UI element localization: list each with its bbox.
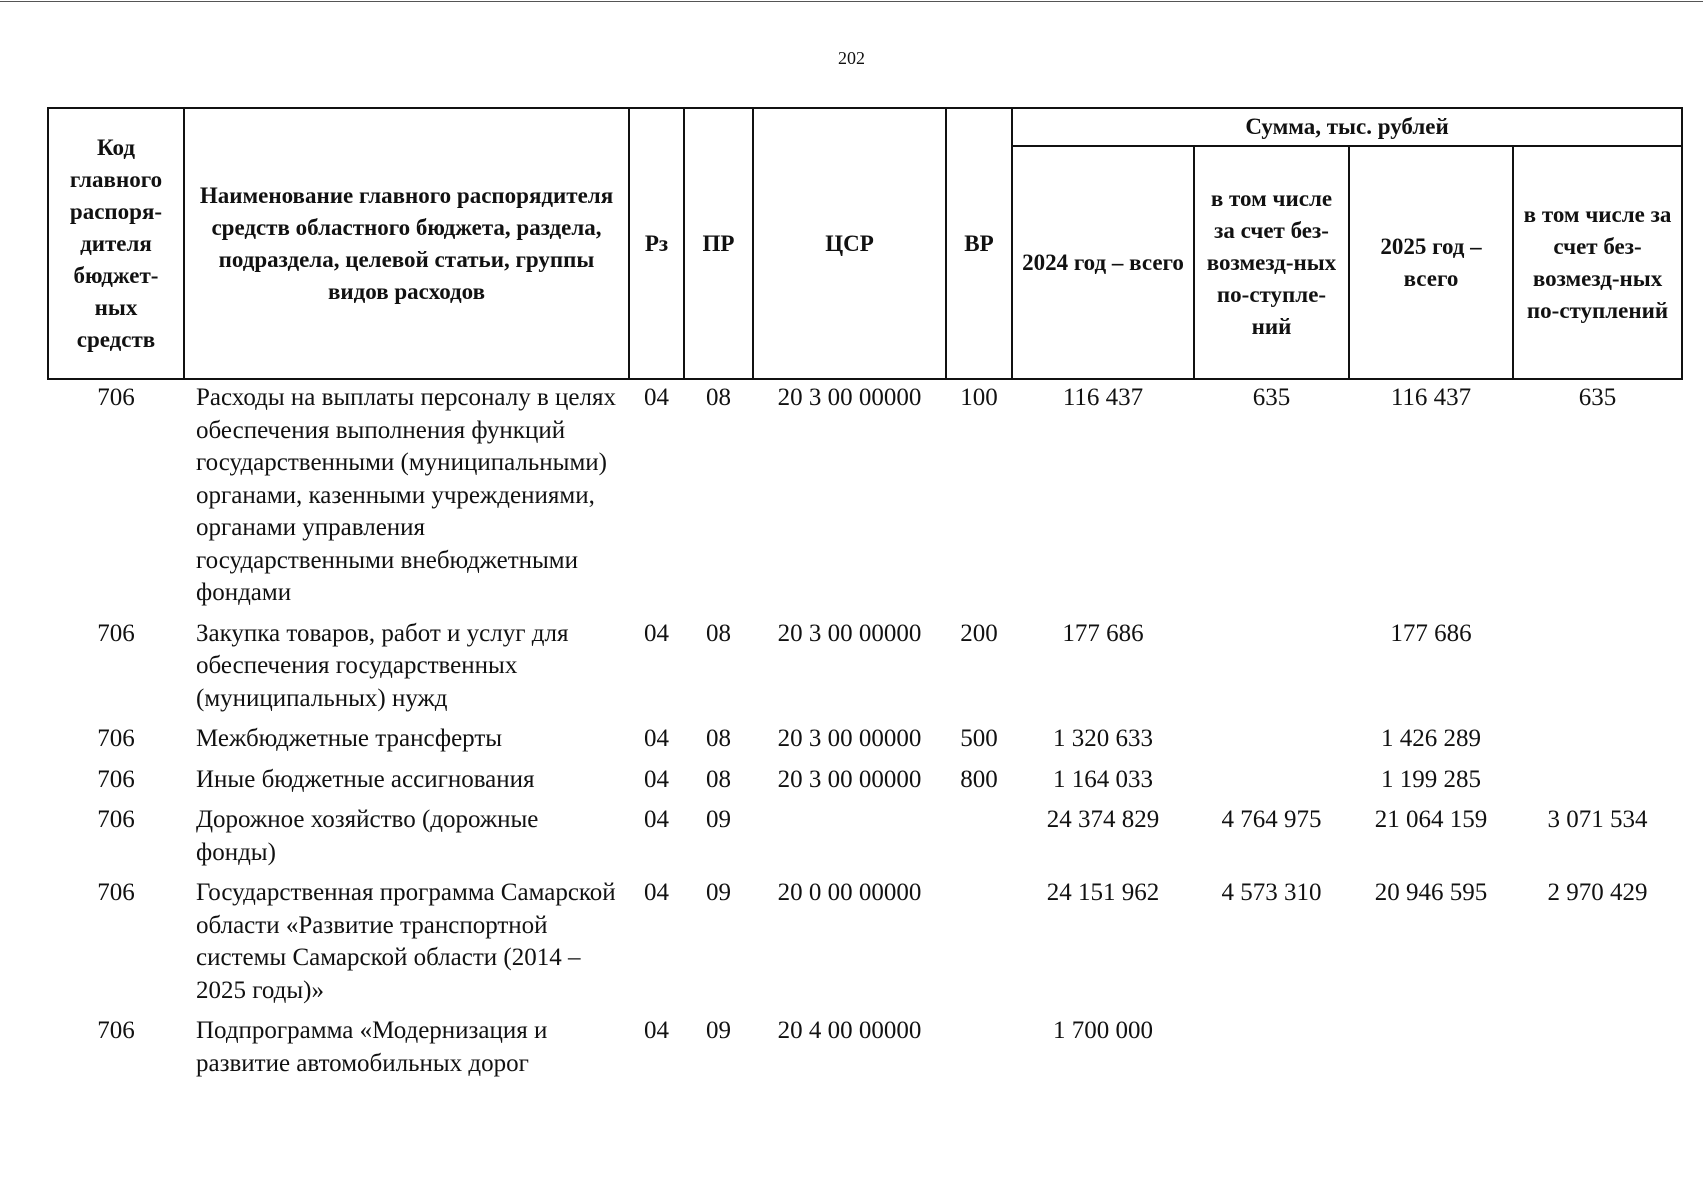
header-csr: ЦСР bbox=[753, 108, 946, 379]
cell-vr bbox=[946, 802, 1012, 875]
header-sum-group: Сумма, тыс. рублей bbox=[1012, 108, 1682, 146]
cell-2024-free bbox=[1194, 721, 1349, 762]
cell-name: Межбюджетные трансферты bbox=[196, 725, 503, 752]
header-name: Наименование главного распорядителя средств областного бюджета, раздела, подраздела, целевой статьи, группы видов расходов bbox=[184, 108, 629, 379]
header-2025-total: 2025 год – всего bbox=[1349, 146, 1513, 379]
cell-csr: 20 3 00 00000 bbox=[777, 619, 922, 647]
cell-pr: 08 bbox=[706, 619, 731, 647]
header-2024-free: в том числе за счет без-возмезд-ных по-ступле-ний bbox=[1194, 146, 1349, 379]
cell-pr: 09 bbox=[706, 806, 731, 833]
table-header bbox=[48, 108, 1682, 379]
cell-2024-total: 24 374 829 bbox=[1046, 806, 1160, 833]
header-vr: ВР bbox=[946, 108, 1012, 379]
cell-2024-total: 24 151 962 bbox=[1046, 879, 1160, 906]
table-row bbox=[48, 379, 1682, 616]
cell-vr bbox=[946, 875, 1012, 1013]
cell-rz: 04 bbox=[644, 879, 669, 906]
cell-code: 706 bbox=[97, 1017, 135, 1044]
cell-2024-free: 4 573 310 bbox=[1221, 879, 1322, 906]
cell-2025-free bbox=[1513, 1013, 1682, 1086]
cell-2025-total bbox=[1349, 1013, 1513, 1086]
table-row bbox=[48, 721, 1682, 762]
header-pr: ПР bbox=[684, 108, 753, 379]
cell-csr: 20 4 00 00000 bbox=[777, 1017, 922, 1044]
header-2025-free: в том числе за счет без-возмезд-ных по-ступлений bbox=[1513, 146, 1682, 379]
budget-table bbox=[47, 107, 1683, 1086]
header-2024-total: 2024 год – всего bbox=[1012, 146, 1194, 379]
header-code: Код главного распоря-дителя бюджет-ных средств bbox=[48, 108, 184, 379]
table-body bbox=[48, 379, 1682, 1086]
table-row bbox=[48, 1013, 1682, 1086]
cell-vr: 100 bbox=[960, 384, 998, 411]
cell-2024-total: 116 437 bbox=[1062, 384, 1144, 411]
cell-2025-free: 635 bbox=[1578, 384, 1617, 411]
cell-rz: 04 bbox=[644, 806, 669, 833]
cell-vr: 200 bbox=[960, 619, 998, 647]
cell-2024-total: 177 686 bbox=[1062, 619, 1144, 647]
cell-2025-total: 116 437 bbox=[1390, 384, 1472, 411]
cell-2024-free bbox=[1194, 762, 1349, 803]
page-edge-line bbox=[0, 1, 1703, 2]
cell-2025-total: 20 946 595 bbox=[1374, 879, 1488, 906]
cell-csr: 20 3 00 00000 bbox=[777, 725, 922, 752]
cell-2024-free: 635 bbox=[1252, 384, 1291, 411]
cell-vr: 500 bbox=[960, 725, 998, 752]
cell-vr: 800 bbox=[960, 765, 998, 793]
cell-vr bbox=[946, 1013, 1012, 1086]
cell-csr: 20 3 00 00000 bbox=[777, 384, 922, 411]
cell-name: Закупка товаров, работ и услуг для обеспечения государственных (муниципальных) нужд bbox=[196, 619, 569, 712]
cell-rz: 04 bbox=[644, 619, 669, 647]
cell-csr: 20 0 00 00000 bbox=[777, 879, 922, 906]
cell-2024-total: 1 164 033 bbox=[1053, 765, 1153, 793]
cell-pr: 08 bbox=[706, 725, 731, 752]
cell-rz: 04 bbox=[644, 1017, 669, 1044]
cell-name: Государственная программа Самарской области «Развитие транспортной системы Самарской области (2014 – 2025 годы)» bbox=[196, 879, 616, 1004]
cell-2025-total: 21 064 159 bbox=[1374, 806, 1488, 833]
cell-name: Иные бюджетные ассигнования bbox=[196, 765, 535, 793]
cell-name: Подпрограмма «Модернизация и развитие автомобильных дорог bbox=[196, 1017, 548, 1077]
cell-2024-total: 1 700 000 bbox=[1053, 1017, 1153, 1044]
cell-2025-free bbox=[1513, 762, 1682, 803]
cell-code: 706 bbox=[97, 384, 135, 411]
cell-code: 706 bbox=[97, 879, 135, 906]
cell-pr: 08 bbox=[706, 765, 731, 793]
table-row bbox=[48, 762, 1682, 803]
cell-2025-free bbox=[1513, 616, 1682, 722]
cell-name: Расходы на выплаты персоналу в целях обеспечения выполнения функций государственными (муниципальными) органами, казенными учреждениями, органами управления государственными внебюджетными фондами bbox=[196, 384, 616, 606]
cell-rz: 04 bbox=[644, 384, 669, 411]
cell-csr bbox=[753, 802, 946, 875]
cell-2025-free: 3 071 534 bbox=[1547, 806, 1648, 833]
table-row bbox=[48, 875, 1682, 1013]
page-number: 202 bbox=[838, 48, 865, 68]
cell-2025-free bbox=[1513, 721, 1682, 762]
cell-name: Дорожное хозяйство (дорожные фонды) bbox=[196, 806, 539, 866]
cell-rz: 04 bbox=[644, 765, 669, 793]
cell-pr: 08 bbox=[706, 384, 731, 411]
cell-2024-total: 1 320 633 bbox=[1053, 725, 1153, 752]
cell-code: 706 bbox=[97, 619, 135, 647]
cell-2025-free: 2 970 429 bbox=[1547, 879, 1648, 906]
cell-pr: 09 bbox=[706, 879, 731, 906]
cell-pr: 09 bbox=[706, 1017, 731, 1044]
cell-code: 706 bbox=[97, 725, 135, 752]
cell-2024-free: 4 764 975 bbox=[1221, 806, 1322, 833]
cell-2025-total: 1 426 289 bbox=[1381, 725, 1481, 752]
cell-csr: 20 3 00 00000 bbox=[777, 765, 922, 793]
header-rz: Рз bbox=[629, 108, 684, 379]
table-row bbox=[48, 802, 1682, 875]
cell-2024-free bbox=[1194, 616, 1349, 722]
table-row bbox=[48, 616, 1682, 722]
cell-2024-free bbox=[1194, 1013, 1349, 1086]
cell-rz: 04 bbox=[644, 725, 669, 752]
cell-code: 706 bbox=[97, 765, 135, 793]
cell-code: 706 bbox=[97, 806, 135, 833]
cell-2025-total: 177 686 bbox=[1390, 619, 1472, 647]
cell-2025-total: 1 199 285 bbox=[1381, 765, 1481, 793]
